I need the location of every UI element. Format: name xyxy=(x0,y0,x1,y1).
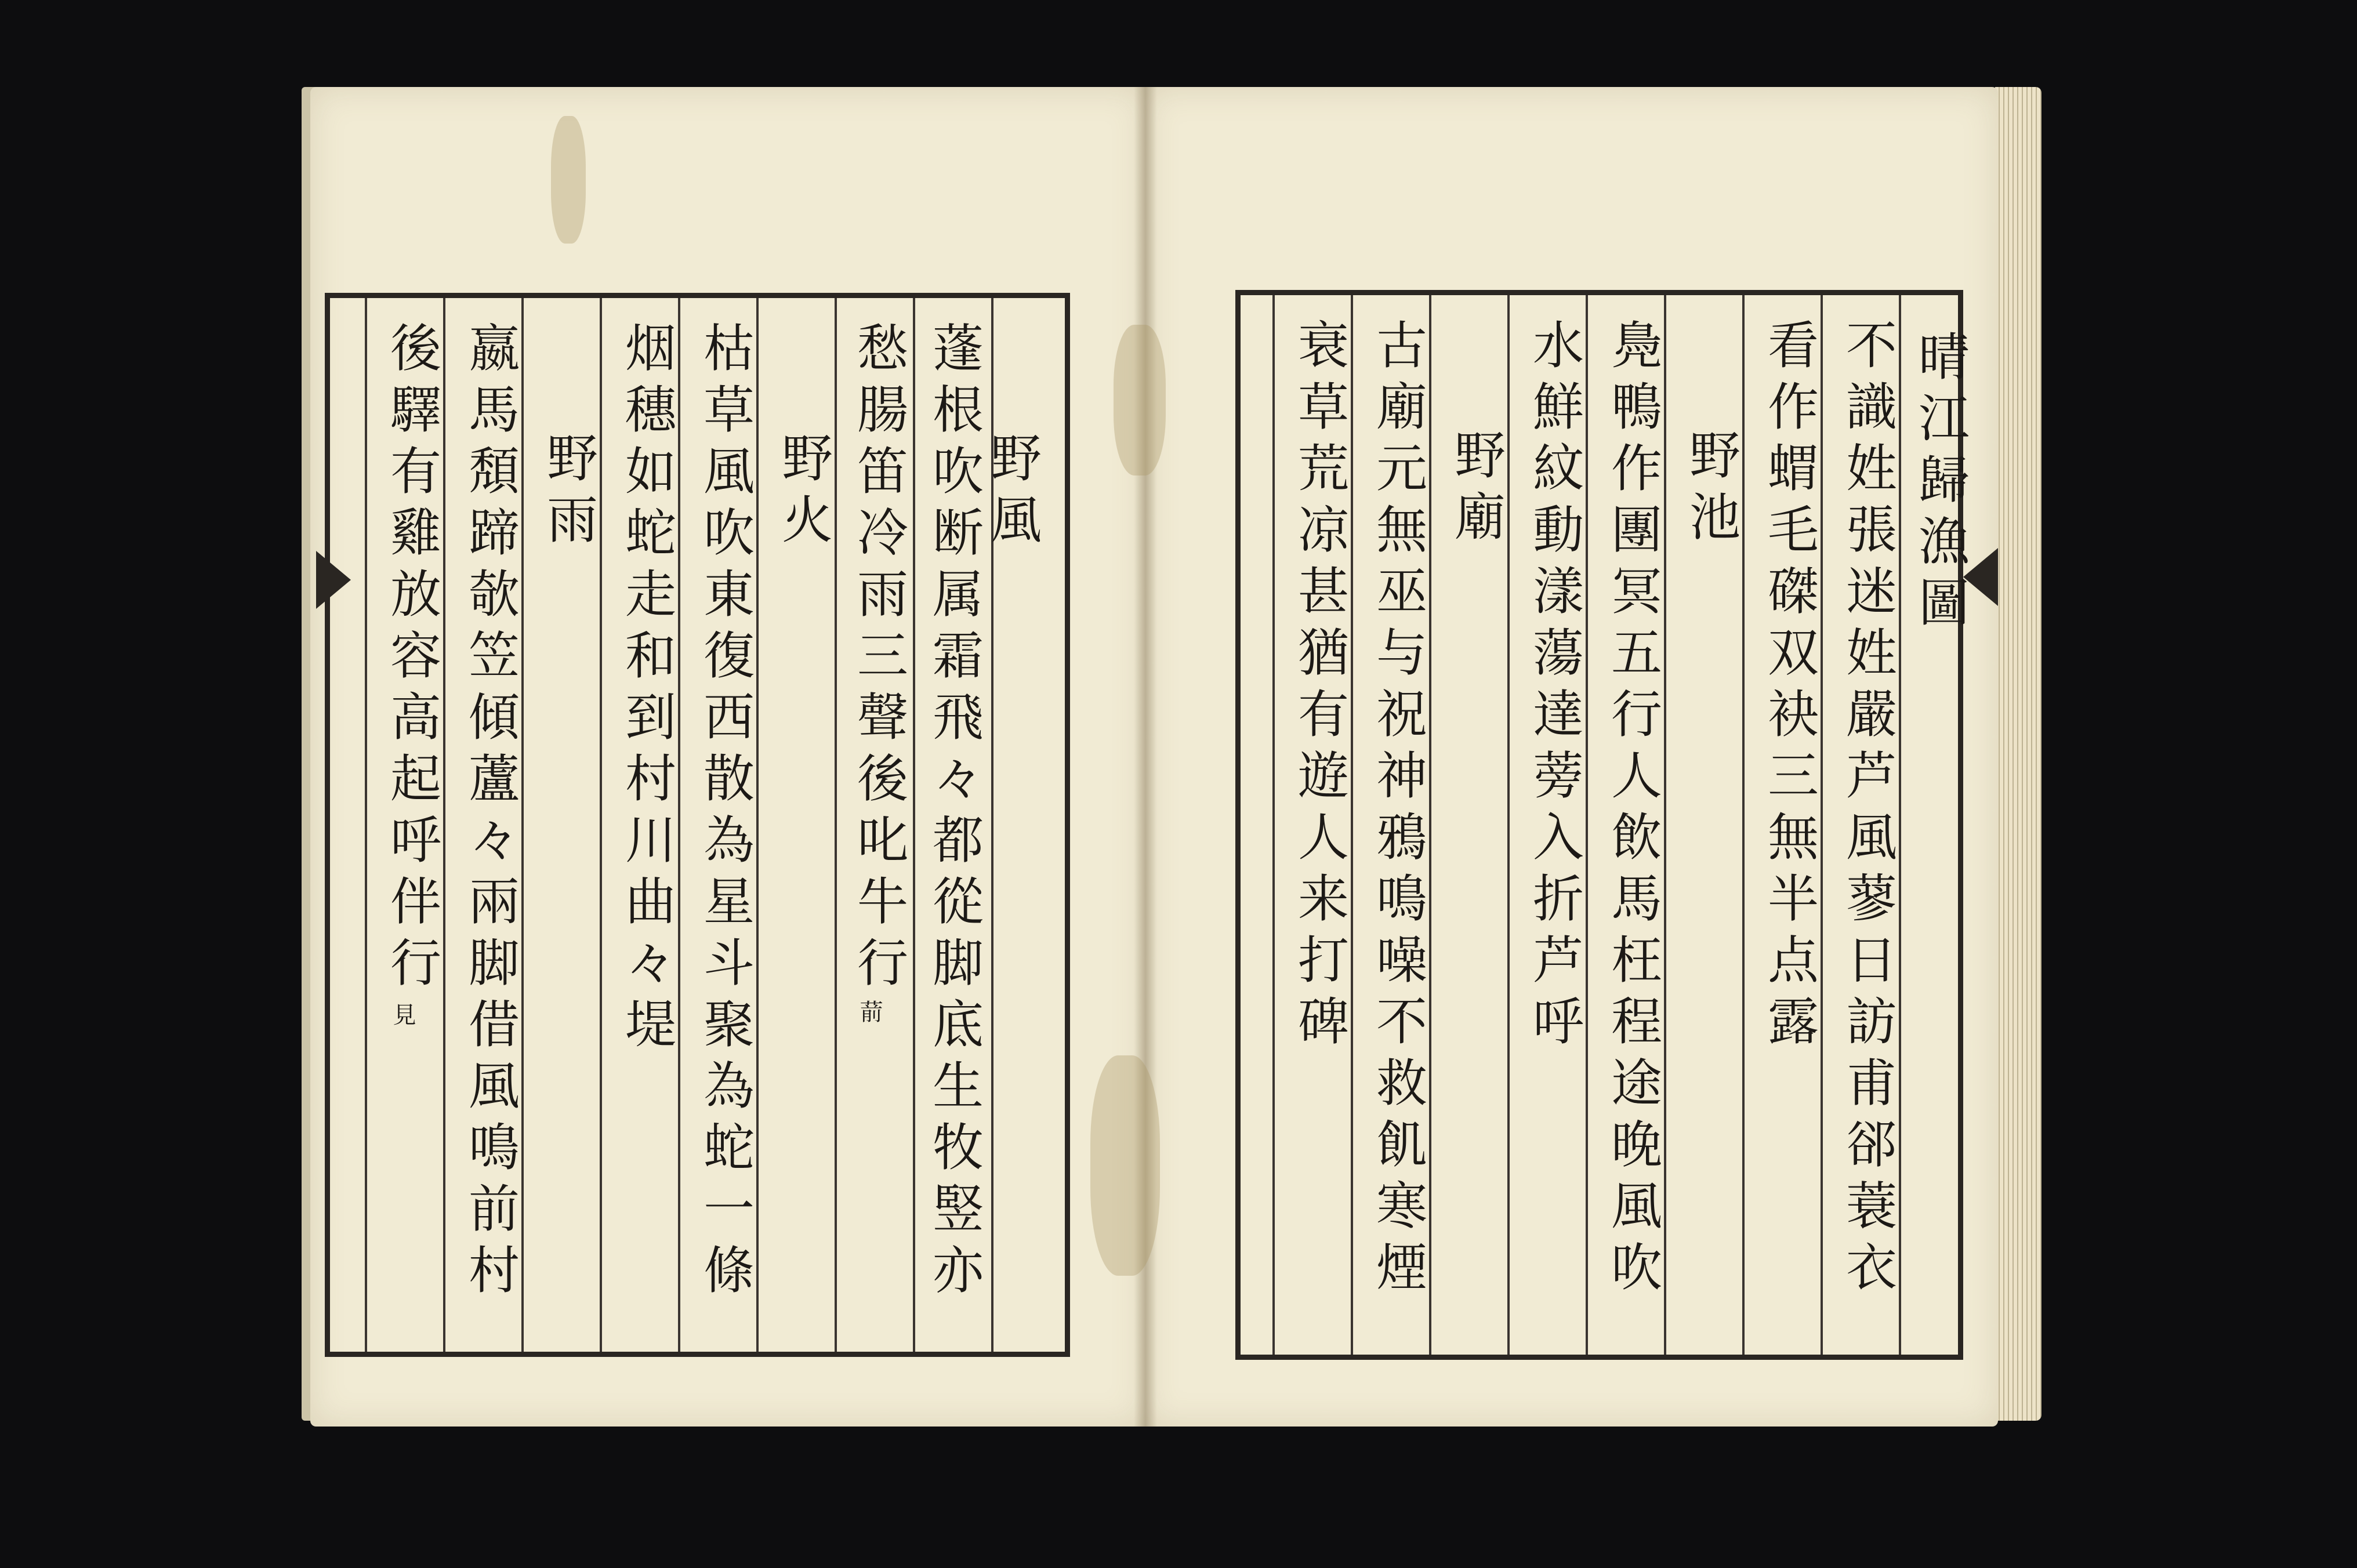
paper-stain xyxy=(551,116,586,244)
left-column-1: 蓬根吹断属霜飛々都從脚底生牧竪亦 xyxy=(924,321,984,1305)
left-column-title-2: 野火 xyxy=(774,431,833,554)
right-column-title-1: 晴江歸漁圖 xyxy=(1910,330,1970,637)
left-column-6: 後驛有雞放容高起呼伴行 xyxy=(382,321,442,997)
left-column-5: 嬴馬頽蹄欹笠傾蘆々兩脚借風鳴前村 xyxy=(460,321,520,1305)
right-text-frame xyxy=(1235,290,1970,1360)
right-column-3: 鳧鴨作團冥五行人飲馬枉程途晚風吹 xyxy=(1603,318,1663,1302)
left-note-2: 見 xyxy=(389,1003,416,1030)
right-column-4: 水鮮紋動漾蕩達蒡入折芦呼 xyxy=(1525,318,1584,1056)
right-column-title-2: 野池 xyxy=(1681,429,1741,551)
right-column-5: 古廟元無巫与祝神鴉鳴噪不救飢寒煙 xyxy=(1368,318,1428,1302)
left-column-title-3: 野雨 xyxy=(539,431,599,554)
right-column-2: 看作蝟毛磔双袂三無半点露 xyxy=(1760,318,1819,1056)
right-column-title-3: 野廟 xyxy=(1446,429,1506,551)
right-column-6: 衰草荒凉甚猶有遊人来打碑 xyxy=(1290,318,1350,1056)
left-column-3: 枯草風吹東復西散為星斗聚為蛇一條 xyxy=(695,321,755,1305)
left-column-title-1: 野風 xyxy=(982,431,1042,554)
page-stack-edge xyxy=(1995,87,2041,1421)
left-column-4: 烟穗如蛇走和到村川曲々堤 xyxy=(617,321,677,1059)
left-column-2: 愁腸笛冷雨三聲後叱牛行 xyxy=(849,321,909,997)
left-note-1: 葥 xyxy=(856,1000,883,1028)
paper-stain xyxy=(1090,1055,1160,1276)
paper-stain xyxy=(1114,325,1166,476)
left-text-frame xyxy=(325,293,1070,1357)
right-column-1: 不識姓張迷姓嚴芦風蓼日訪甫郤蓑衣 xyxy=(1838,318,1898,1302)
